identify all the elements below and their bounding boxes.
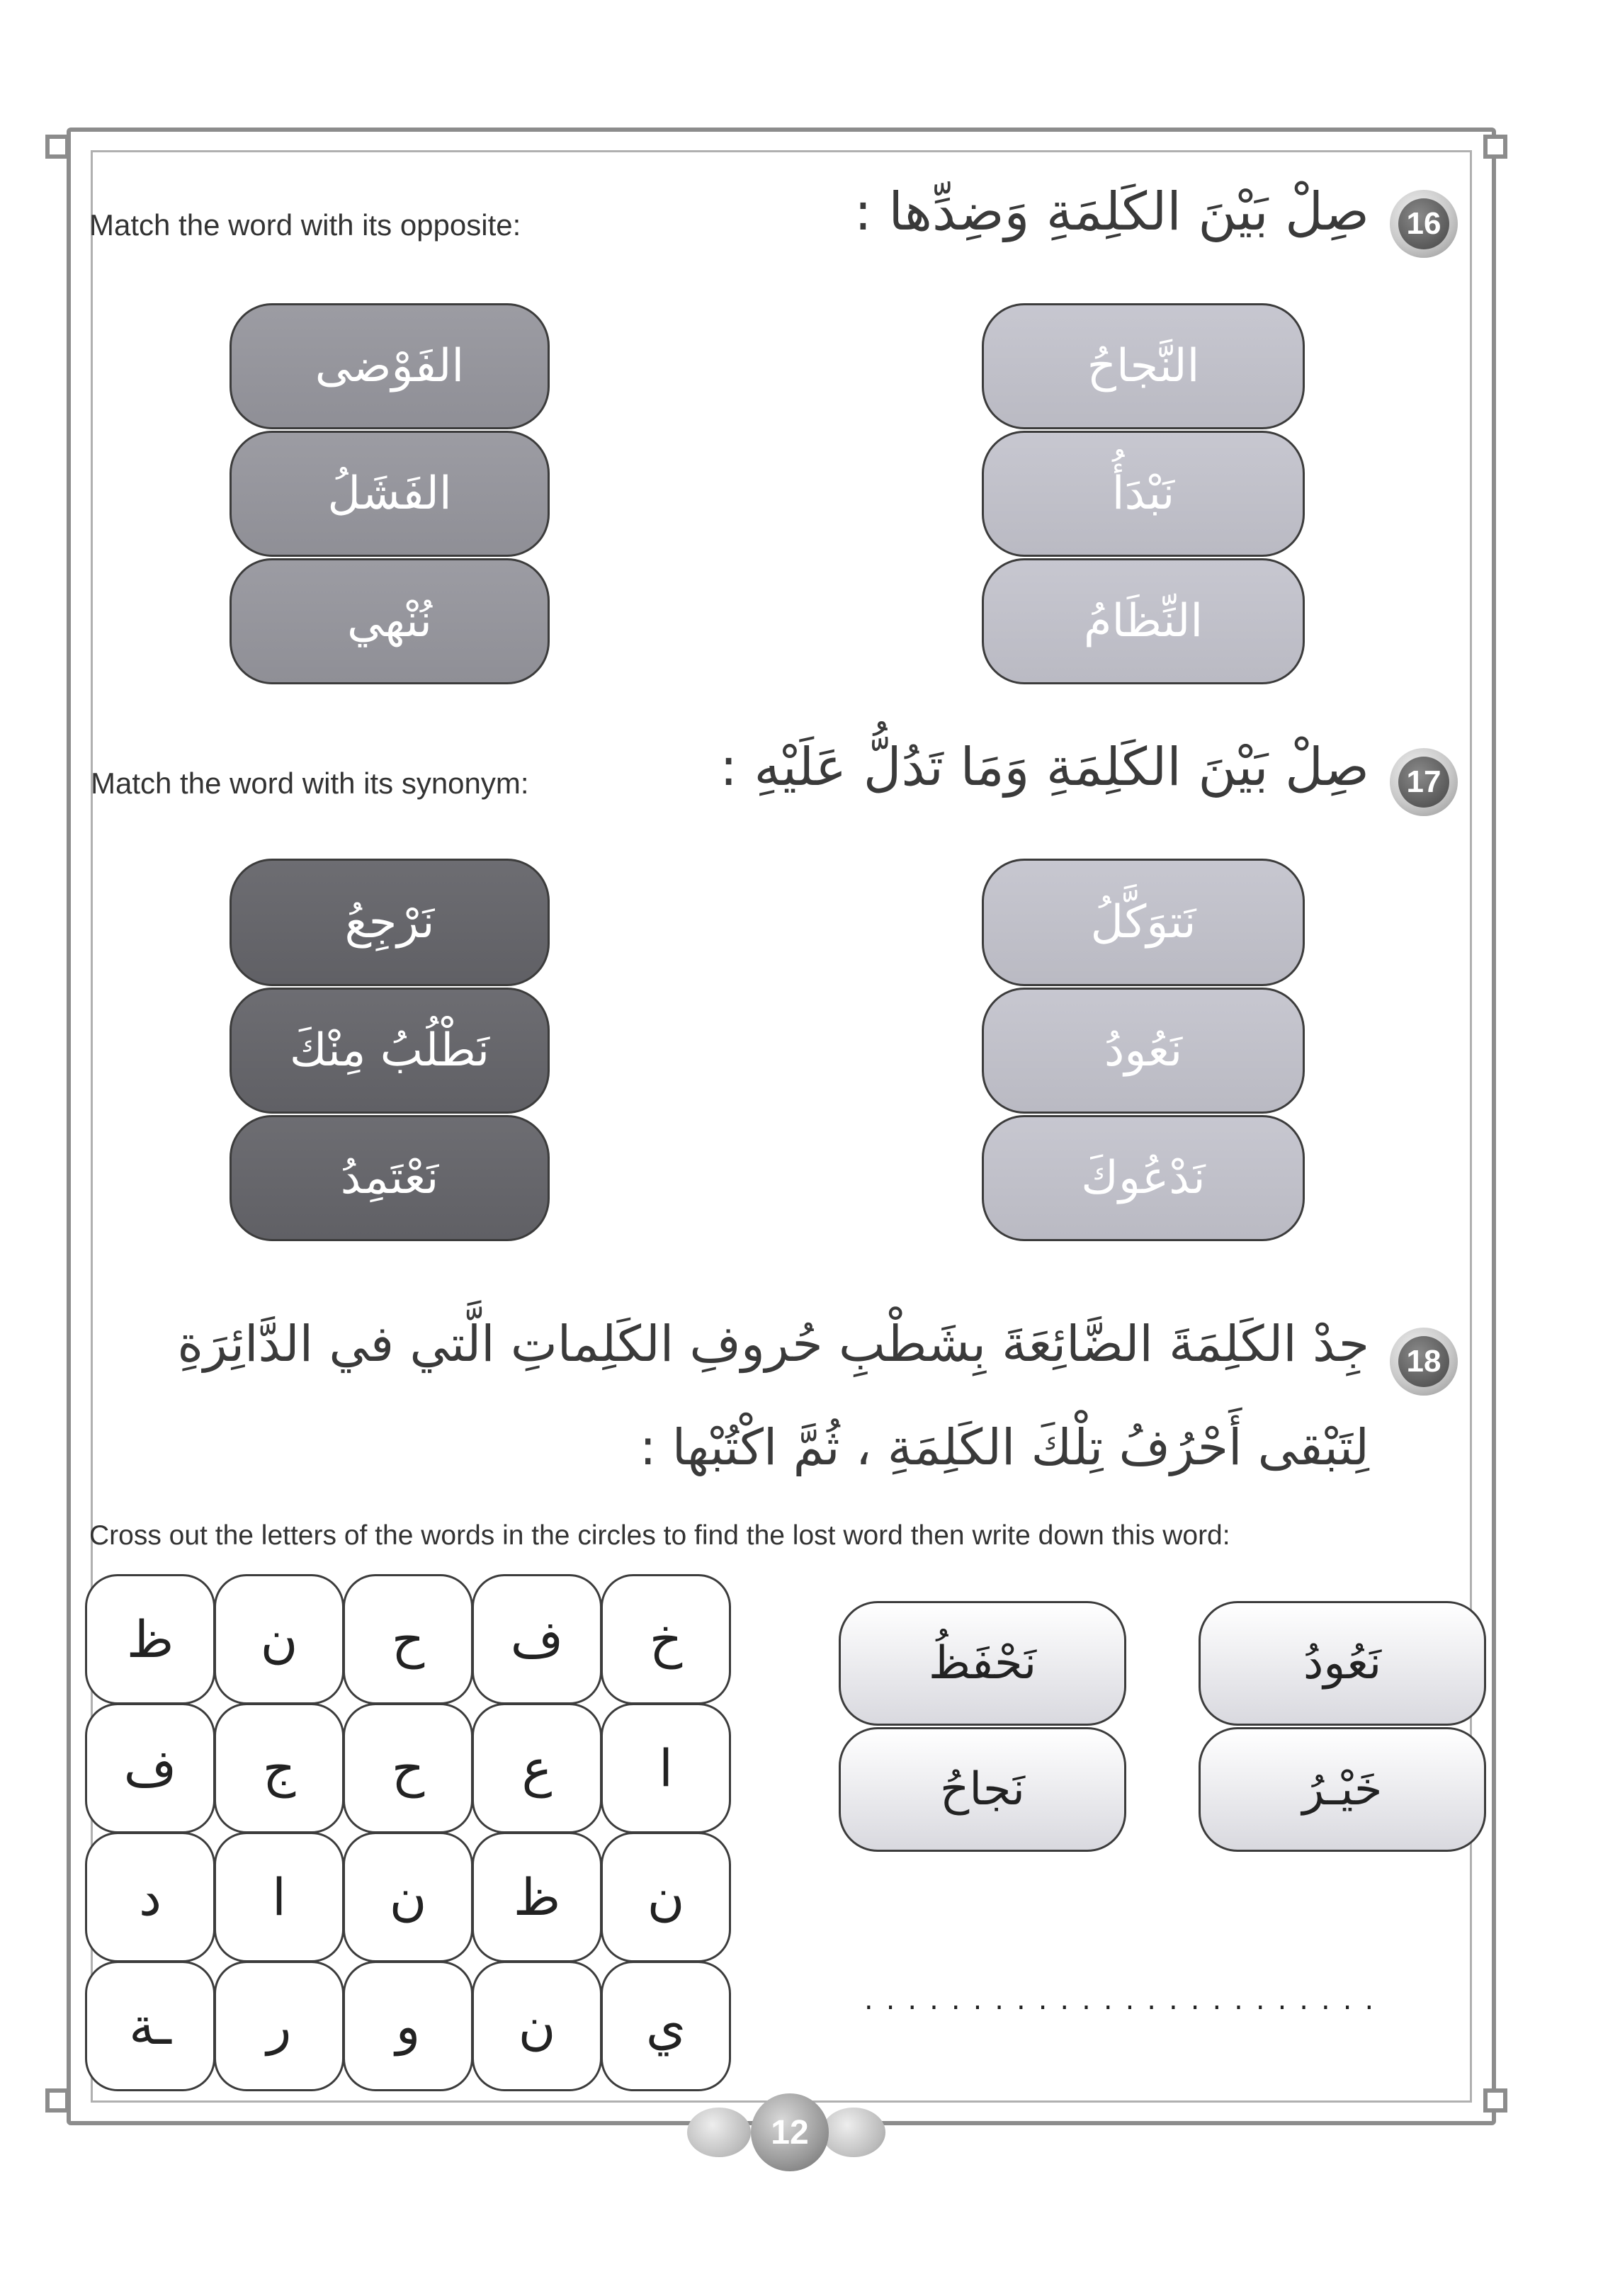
exercise-18-number-badge bbox=[1390, 1328, 1458, 1396]
exercise-18-title-line-1: جِدْ الكَلِمَةَ الضَّائِعَةَ بِشَطْبِ حُروفِ الكَلِماتِ الَّتي في الدَّائِرَةِ bbox=[177, 1315, 1369, 1373]
frame-corner-top-left bbox=[45, 135, 95, 184]
frame-corner-top-right bbox=[1483, 135, 1533, 184]
ex18-word-1: نَحْفَظُ bbox=[839, 1601, 1126, 1726]
ex16-right-word-1[interactable]: النَّجاحُ bbox=[982, 303, 1305, 429]
grid-cell[interactable]: خ bbox=[601, 1574, 731, 1704]
exercise-17-number: 17 bbox=[1398, 757, 1449, 808]
grid-cell[interactable]: ن bbox=[214, 1574, 344, 1704]
ex18-word-3: نَجاحُ bbox=[839, 1727, 1126, 1852]
ex17-right-word-3[interactable]: نَدْعُوكَ bbox=[982, 1115, 1305, 1241]
ex16-right-word-3[interactable]: النِّظَامُ bbox=[982, 558, 1305, 684]
exercise-16-title: صِلْ بَيْنَ الكَلِمَةِ وَضِدِّها : bbox=[854, 181, 1369, 242]
ex17-left-word-2[interactable]: نَطْلُبُ مِنْكَ bbox=[230, 988, 550, 1114]
grid-cell[interactable]: ن bbox=[343, 1832, 473, 1962]
grid-cell[interactable]: ف bbox=[472, 1574, 602, 1704]
grid-cell[interactable]: ع bbox=[472, 1703, 602, 1833]
page-number: 12 bbox=[751, 2093, 829, 2171]
grid-cell[interactable]: ر bbox=[214, 1961, 344, 2091]
exercise-17-title: صِلْ بَيْنَ الكَلِمَةِ وَمَا تَدُلُّ عَلَيْهِ : bbox=[720, 737, 1369, 798]
ex18-word-4: خَيْـرُ bbox=[1199, 1727, 1486, 1852]
ex16-right-word-2[interactable]: نَبْدَأُ bbox=[982, 431, 1305, 557]
exercise-16-number: 16 bbox=[1398, 198, 1449, 249]
ex17-left-word-3[interactable]: نَعْتَمِدُ bbox=[230, 1115, 550, 1241]
grid-cell[interactable]: ـة bbox=[85, 1961, 215, 2091]
grid-cell[interactable]: ظ bbox=[472, 1832, 602, 1962]
grid-cell[interactable]: ظ bbox=[85, 1574, 215, 1704]
grid-cell[interactable]: ا bbox=[601, 1703, 731, 1833]
ex16-left-word-1[interactable]: الفَوْضى bbox=[230, 303, 550, 429]
grid-cell[interactable]: و bbox=[343, 1961, 473, 2091]
page-number-badge bbox=[680, 2093, 893, 2164]
ex17-right-word-2[interactable]: نَعُودُ bbox=[982, 988, 1305, 1114]
grid-cell[interactable]: ج bbox=[214, 1703, 344, 1833]
grid-cell[interactable]: ي bbox=[601, 1961, 731, 2091]
grid-cell[interactable]: د bbox=[85, 1832, 215, 1962]
ex16-left-word-3[interactable]: نُنْهي bbox=[230, 558, 550, 684]
ex16-left-word-2[interactable]: الفَشَلُ bbox=[230, 431, 550, 557]
frame-corner-bottom-right bbox=[1483, 2088, 1533, 2138]
grid-cell[interactable]: ا bbox=[214, 1832, 344, 1962]
grid-cell[interactable]: ح bbox=[343, 1703, 473, 1833]
ex18-word-2: نَعُودُ bbox=[1199, 1601, 1486, 1726]
grid-cell[interactable]: ح bbox=[343, 1574, 473, 1704]
answer-line[interactable]: ........................ bbox=[864, 1984, 1387, 2016]
ex17-right-word-1[interactable]: نَتوَكَّلُ bbox=[982, 859, 1305, 986]
exercise-18-title-line-2: لِتَبْقى أَحْرُفُ تِلْكَ الكَلِمَةِ ، ثُمَّ اكْتُبْها : bbox=[639, 1418, 1369, 1476]
grid-cell[interactable]: ف bbox=[85, 1703, 215, 1833]
ex17-left-word-1[interactable]: نَرْجِعُ bbox=[230, 859, 550, 986]
exercise-16-number-badge bbox=[1390, 190, 1458, 258]
exercise-17-instruction: Match the word with its synonym: bbox=[91, 767, 529, 800]
exercise-17-number-badge bbox=[1390, 748, 1458, 816]
frame-corner-bottom-left bbox=[45, 2088, 95, 2138]
exercise-16-instruction: Match the word with its opposite: bbox=[89, 208, 521, 242]
exercise-18-instruction: Cross out the letters of the words in the circles to find the lost word then write down this word: bbox=[89, 1520, 1230, 1551]
exercise-18-number: 18 bbox=[1398, 1336, 1449, 1387]
grid-cell[interactable]: ن bbox=[601, 1832, 731, 1962]
grid-cell[interactable]: ن bbox=[472, 1961, 602, 2091]
